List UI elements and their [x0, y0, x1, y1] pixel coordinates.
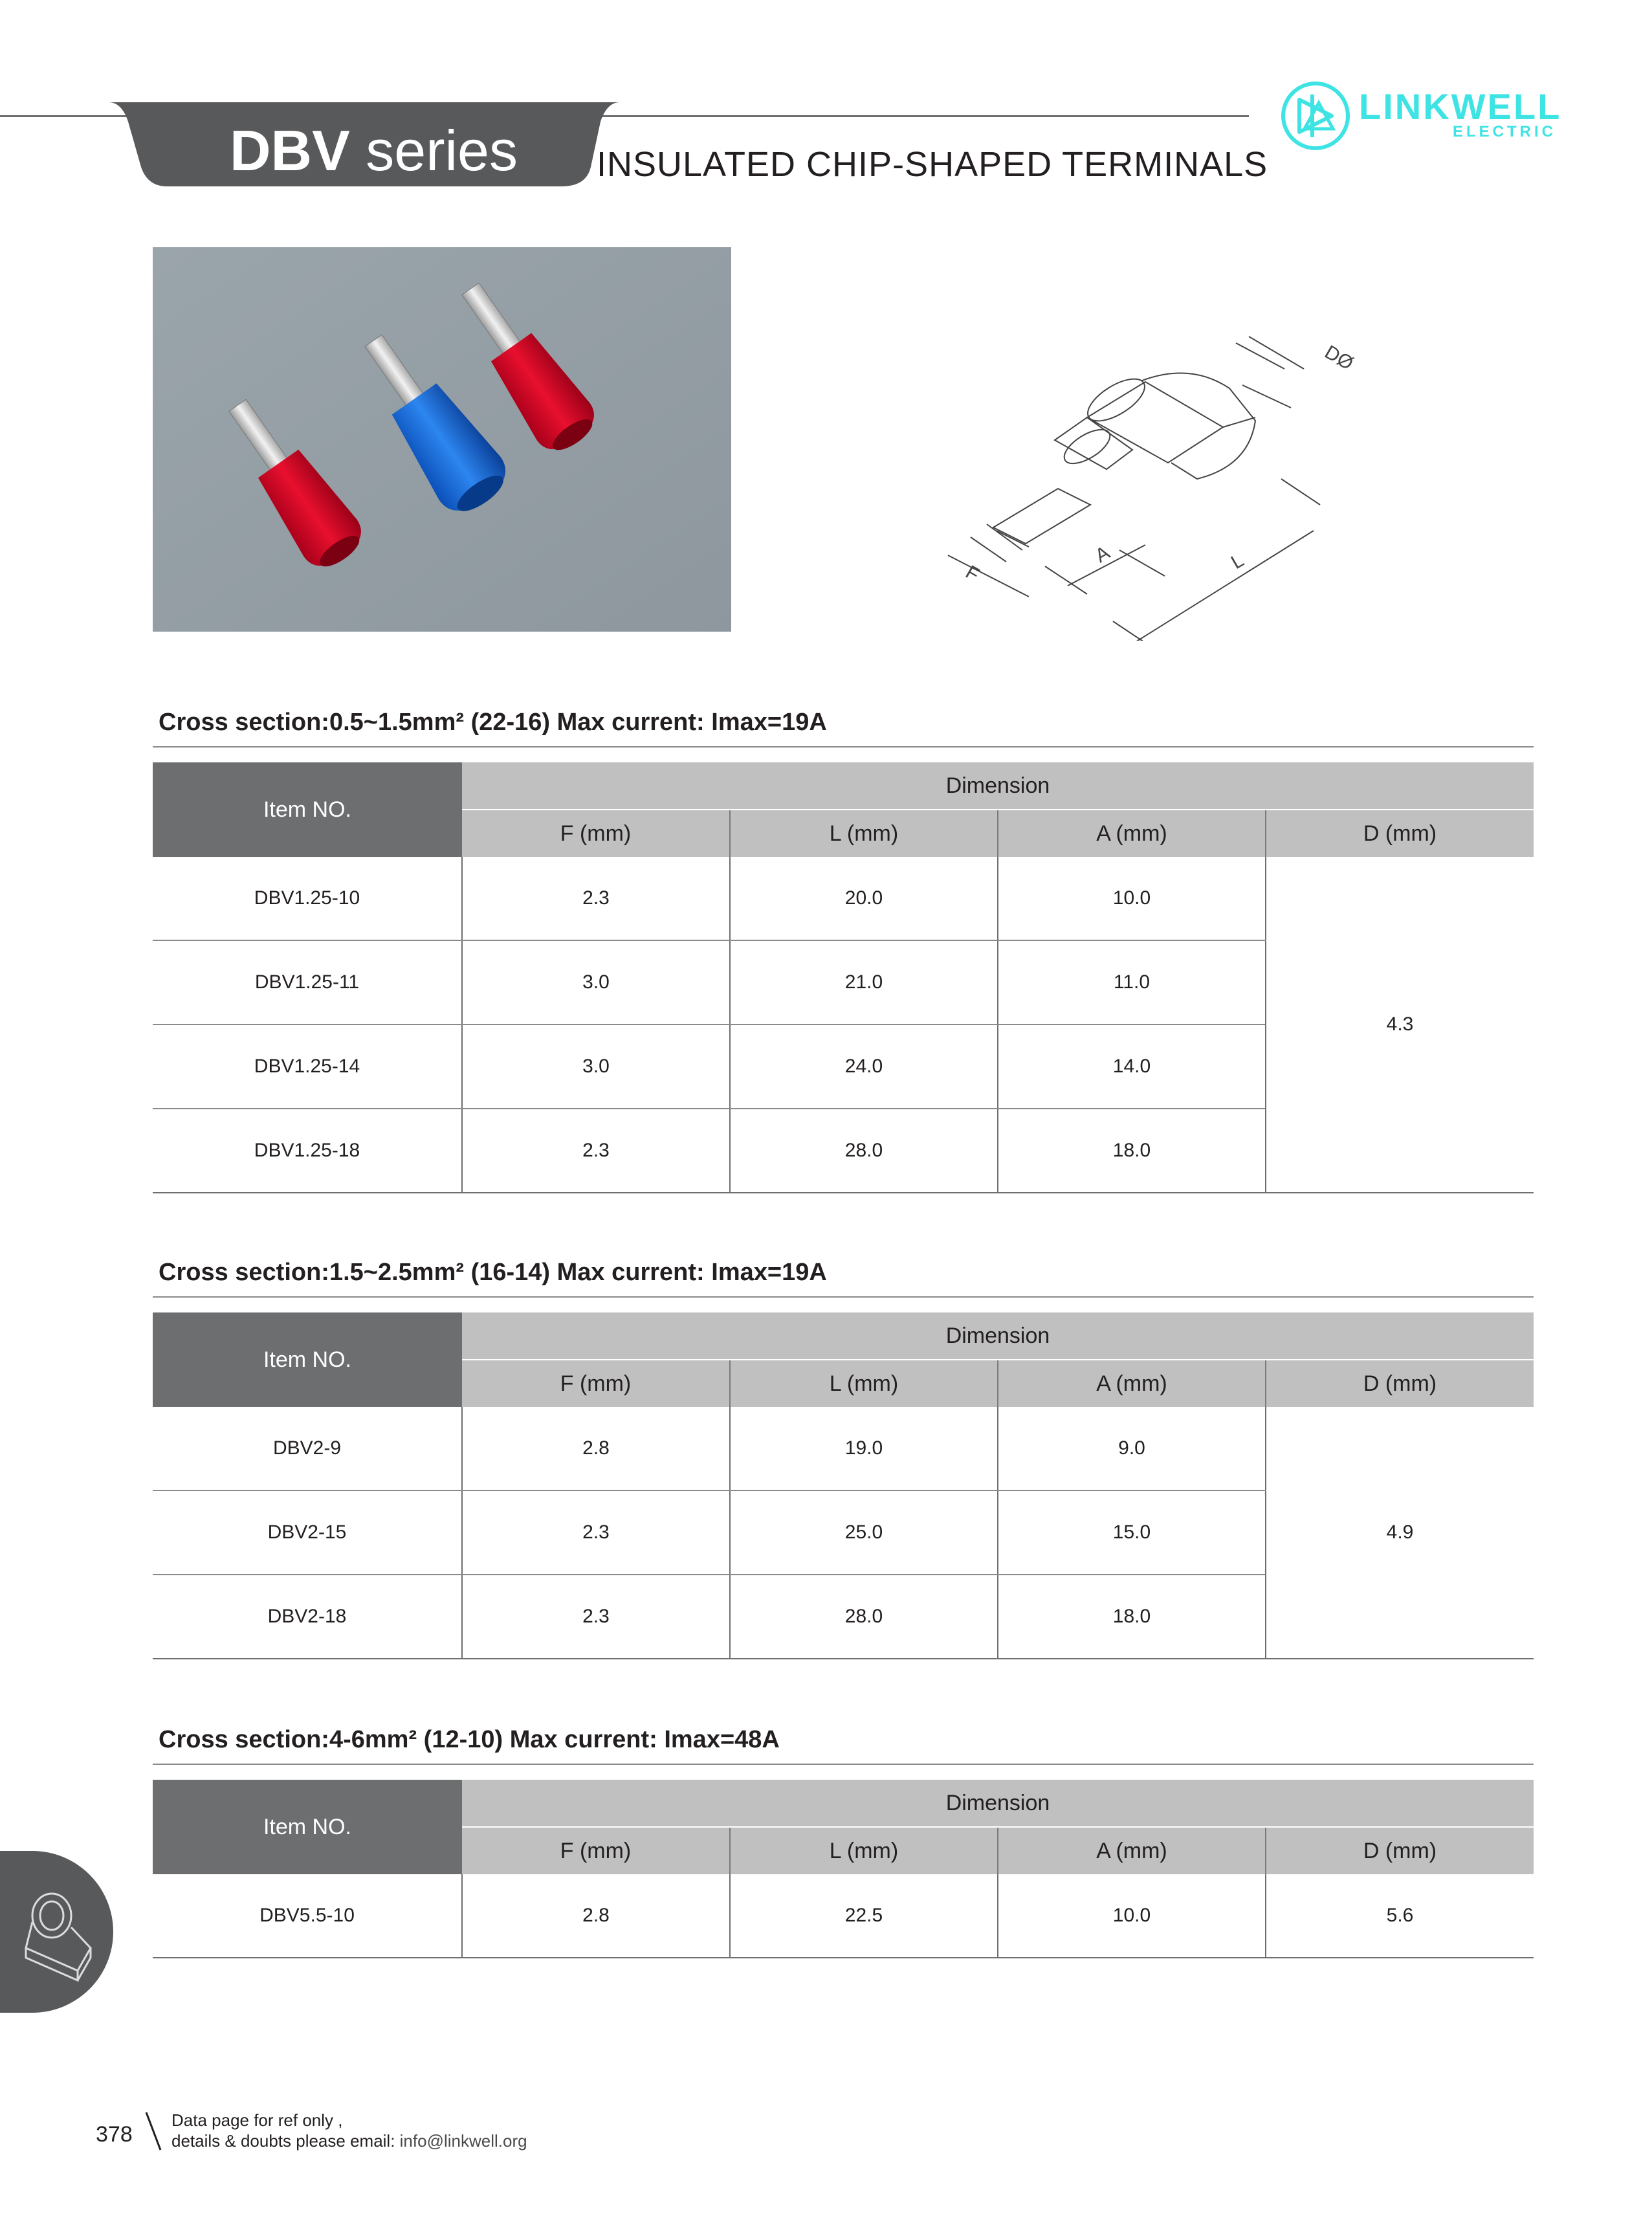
f-value: 2.3 — [462, 857, 730, 940]
section-2-title: Cross section:1.5~2.5mm² (16-14) Max current: Imax=19A — [159, 1259, 827, 1286]
header-f: F (mm) — [462, 810, 730, 857]
page-number: 378 — [96, 2122, 133, 2147]
a-value: 18.0 — [998, 1109, 1266, 1193]
header-item-no: Item NO. — [153, 1780, 462, 1874]
f-value: 2.8 — [462, 1874, 730, 1958]
a-value: 18.0 — [998, 1575, 1266, 1659]
section-3-title: Cross section:4-6mm² (12-10) Max current: Imax=48A — [159, 1726, 780, 1753]
header-dimension: Dimension — [462, 1780, 1534, 1827]
series-title: DBV series — [230, 118, 518, 183]
l-value: 22.5 — [730, 1874, 998, 1958]
drawing-label-d: DØ — [1321, 341, 1357, 375]
page-subtitle: INSULATED CHIP-SHAPED TERMINALS — [597, 145, 1268, 184]
header-item-no: Item NO. — [153, 762, 462, 857]
f-value: 2.8 — [462, 1407, 730, 1490]
brand-name: LINKWELL — [1359, 86, 1562, 127]
item-number: DBV1.25-18 — [153, 1109, 462, 1193]
header-a: A (mm) — [998, 1827, 1266, 1874]
d-value: 4.3 — [1266, 857, 1534, 1193]
dimension-drawing — [919, 317, 1411, 641]
section-1-title: Cross section:0.5~1.5mm² (22-16) Max current: Imax=19A — [159, 709, 827, 736]
header-a: A (mm) — [998, 810, 1266, 857]
l-value: 24.0 — [730, 1024, 998, 1109]
f-value: 2.3 — [462, 1575, 730, 1659]
drawing-label-a: A — [1092, 542, 1114, 568]
a-value: 9.0 — [998, 1407, 1266, 1490]
item-number: DBV1.25-11 — [153, 940, 462, 1024]
l-value: 19.0 — [730, 1407, 998, 1490]
item-number: DBV5.5-10 — [153, 1874, 462, 1958]
header-l: L (mm) — [730, 1360, 998, 1407]
l-value: 28.0 — [730, 1575, 998, 1659]
table-row — [153, 1407, 1534, 1490]
section-2-rule — [153, 1296, 1534, 1298]
header-dimension: Dimension — [462, 762, 1534, 810]
section-1-rule — [153, 746, 1534, 747]
a-value: 15.0 — [998, 1490, 1266, 1575]
item-number: DBV2-15 — [153, 1490, 462, 1575]
product-photo — [153, 247, 731, 632]
item-number: DBV1.25-10 — [153, 857, 462, 940]
header-l: L (mm) — [730, 810, 998, 857]
item-number: DBV1.25-14 — [153, 1024, 462, 1109]
d-value: 4.9 — [1266, 1407, 1534, 1659]
footer-line-1: Data page for ref only , — [171, 2110, 343, 2130]
drawing-label-f: F — [962, 561, 983, 586]
l-value: 25.0 — [730, 1490, 998, 1575]
header-d: D (mm) — [1266, 810, 1534, 857]
drawing-label-l: L — [1228, 549, 1248, 574]
l-value: 28.0 — [730, 1109, 998, 1193]
header-d: D (mm) — [1266, 1827, 1534, 1874]
linkwell-logo-icon — [1280, 80, 1351, 151]
footer-email-link[interactable]: info@linkwell.org — [399, 2131, 527, 2151]
section-3-rule — [153, 1764, 1534, 1765]
header-l: L (mm) — [730, 1827, 998, 1874]
spec-table-1 — [153, 762, 1534, 1193]
d-value: 5.6 — [1266, 1874, 1534, 1958]
footer-note — [171, 2110, 527, 2151]
a-value: 10.0 — [998, 1874, 1266, 1958]
l-value: 20.0 — [730, 857, 998, 940]
f-value: 3.0 — [462, 1024, 730, 1109]
header-d: D (mm) — [1266, 1360, 1534, 1407]
l-value: 21.0 — [730, 940, 998, 1024]
footer-line-2: details & doubts please email: info@linkwell.org — [171, 2131, 527, 2151]
footer-divider — [144, 2111, 163, 2151]
spec-table-2 — [153, 1312, 1534, 1659]
table-row — [153, 1874, 1534, 1958]
spec-table-3 — [153, 1780, 1534, 1958]
f-value: 2.3 — [462, 1109, 730, 1193]
a-value: 14.0 — [998, 1024, 1266, 1109]
table-row — [153, 857, 1534, 940]
f-value: 2.3 — [462, 1490, 730, 1575]
header-f: F (mm) — [462, 1827, 730, 1874]
header-item-no: Item NO. — [153, 1312, 462, 1407]
header-f: F (mm) — [462, 1360, 730, 1407]
brand-subtitle: ELECTRIC — [1453, 123, 1556, 140]
f-value: 3.0 — [462, 940, 730, 1024]
category-side-tab — [0, 1851, 113, 2013]
item-number: DBV2-18 — [153, 1575, 462, 1659]
item-number: DBV2-9 — [153, 1407, 462, 1490]
a-value: 10.0 — [998, 857, 1266, 940]
header-dimension: Dimension — [462, 1312, 1534, 1360]
a-value: 11.0 — [998, 940, 1266, 1024]
header-a: A (mm) — [998, 1360, 1266, 1407]
